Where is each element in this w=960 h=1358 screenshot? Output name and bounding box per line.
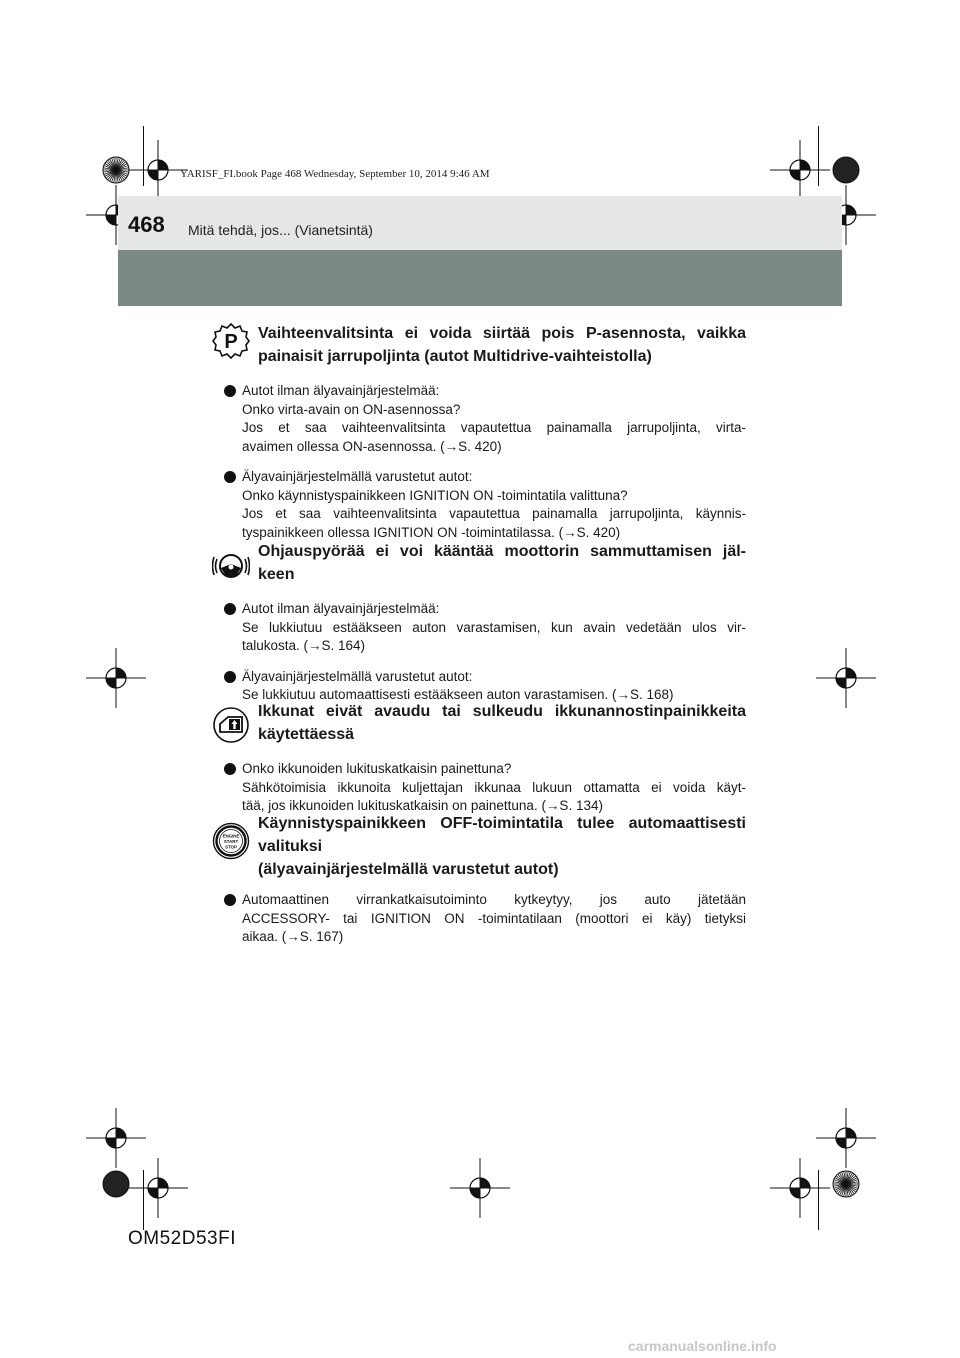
- registration-mark-icon: [86, 648, 146, 708]
- text-line: avaimen ollessa ON-asennossa. (→S. 420): [242, 438, 502, 454]
- bullet-dot: [224, 894, 236, 906]
- registration-starburst-icon: [832, 1170, 860, 1198]
- text-line: Onko käynnistyspainikkeen IGNITION ON -toimintatila valittuna?: [242, 487, 628, 503]
- heading-line: (älyavainjärjestelmällä varustetut autot): [258, 861, 559, 878]
- text-line: Sähkötoimisia ikkunoita kuljettajan ikkunaa lukuun ottamatta ei voida käyt-: [242, 779, 746, 795]
- section-auto-power-off: [212, 812, 746, 947]
- p-gear-icon: [212, 322, 250, 360]
- text-line: Automaattinen virrankatkaisutoiminto kytkeytyy, jos auto jätetään: [242, 892, 746, 907]
- book-info: YARISF_FI.book Page 468 Wednesday, September 10, 2014 9:46 AM: [180, 168, 490, 180]
- bullet-dot: [224, 671, 236, 683]
- window-switch-icon: [212, 706, 250, 744]
- section-power-windows: [212, 700, 746, 816]
- list-item: [224, 760, 746, 816]
- text-line: Onko ikkunoiden lukituskatkaisin painettuna?: [242, 761, 512, 776]
- text-line: tyspainikkeen ollessa IGNITION ON -toimintatilassa. (→S. 420): [242, 524, 621, 540]
- text-line: Se lukkiutuu estääkseen auton varastamisen, kun avain vedetään ulos vir-: [242, 619, 746, 635]
- watermark: carmanualsonline.info: [628, 1338, 777, 1354]
- section-heading: [258, 812, 746, 881]
- registration-mark-icon: [450, 1158, 510, 1218]
- section-heading: [258, 700, 746, 746]
- section-heading: [258, 540, 746, 586]
- text-line: Älyavainjärjestelmällä varustetut autot:: [242, 668, 473, 684]
- bullet-dot: [224, 603, 236, 615]
- text-line: talukosta. (→S. 164): [242, 638, 366, 653]
- list-item: [224, 668, 746, 705]
- registration-mark-icon: [770, 1158, 830, 1218]
- text-line: tää, jos ikkunoiden lukituskatkaisin on painettuna. (→S. 134): [242, 798, 603, 813]
- heading-line: keen: [258, 566, 295, 583]
- registration-mark-icon: [128, 1158, 188, 1218]
- heading-line: Ikkunat eivät avaudu tai sulkeudu ikkunannostinpainikkeita: [258, 703, 746, 720]
- text-line: Jos et saa vaihteenvalitsinta vapautettua painamalla jarrupoljinta, virta-: [242, 420, 746, 435]
- heading-line: Käynnistyspainikkeen OFF-toimintatila tulee automaattisesti: [258, 815, 746, 832]
- chapter-title: Mitä tehdä, jos... (Vianetsintä): [188, 222, 373, 238]
- registration-mark-icon: [816, 648, 876, 708]
- text-line: Onko virta-avain on ON-asennossa?: [242, 401, 461, 417]
- heading-line: Ohjauspyörää ei voi kääntää moottorin sammuttamisen jäl-: [258, 543, 746, 560]
- bullet-dot: [224, 763, 236, 775]
- heading-line: Vaihteenvalitsinta ei voida siirtää pois P-asennosta, vaikka: [258, 325, 746, 342]
- section-steering-lock: [212, 540, 746, 705]
- list-item: [224, 600, 746, 656]
- registration-starburst-icon: [832, 156, 860, 184]
- list-item: [224, 382, 746, 456]
- text-line: Se lukkiutuu automaattisesti estääkseen auton varastamisen. (→S. 168): [242, 687, 674, 702]
- text-line: Jos et saa vaihteenvalitsinta vapautettua painamalla jarrupoljinta, käynnis-: [242, 506, 746, 521]
- icon-text: ENGINE: [222, 833, 240, 839]
- text-line: Autot ilman älyavainjärjestelmää:: [242, 383, 440, 398]
- engine-start-stop-icon: [212, 822, 250, 860]
- list-item: [224, 468, 746, 542]
- section-shift-lever: [212, 322, 746, 542]
- list-item: [224, 891, 746, 947]
- text-line: Älyavainjärjestelmällä varustetut autot:: [242, 469, 473, 484]
- registration-starburst-icon: [102, 1170, 130, 1198]
- section-heading: [258, 322, 746, 368]
- text-line: Autot ilman älyavainjärjestelmää:: [242, 601, 440, 616]
- text-line: ACCESSORY- tai IGNITION ON -toimintatilaan (moottori ei käy) tietyksi: [242, 910, 746, 926]
- page-number: 468: [128, 212, 165, 237]
- heading-line: painaisit jarrupoljinta (autot Multidrive-vaihteistolla): [258, 348, 652, 365]
- icon-text: START: [223, 839, 239, 844]
- icon-text: STOP: [225, 844, 237, 850]
- bullet-dot: [224, 471, 236, 483]
- heading-line: käytettäessä: [258, 726, 355, 743]
- document-code: OM52D53FI: [128, 1228, 236, 1249]
- steering-lock-icon: [212, 546, 250, 584]
- text-line: aikaa. (→S. 167): [242, 929, 344, 944]
- heading-line: valituksi: [258, 838, 323, 855]
- registration-starburst-icon: [102, 156, 130, 184]
- bullet-dot: [224, 385, 236, 397]
- svg-text:P: P: [224, 331, 238, 353]
- section-band: [118, 250, 842, 306]
